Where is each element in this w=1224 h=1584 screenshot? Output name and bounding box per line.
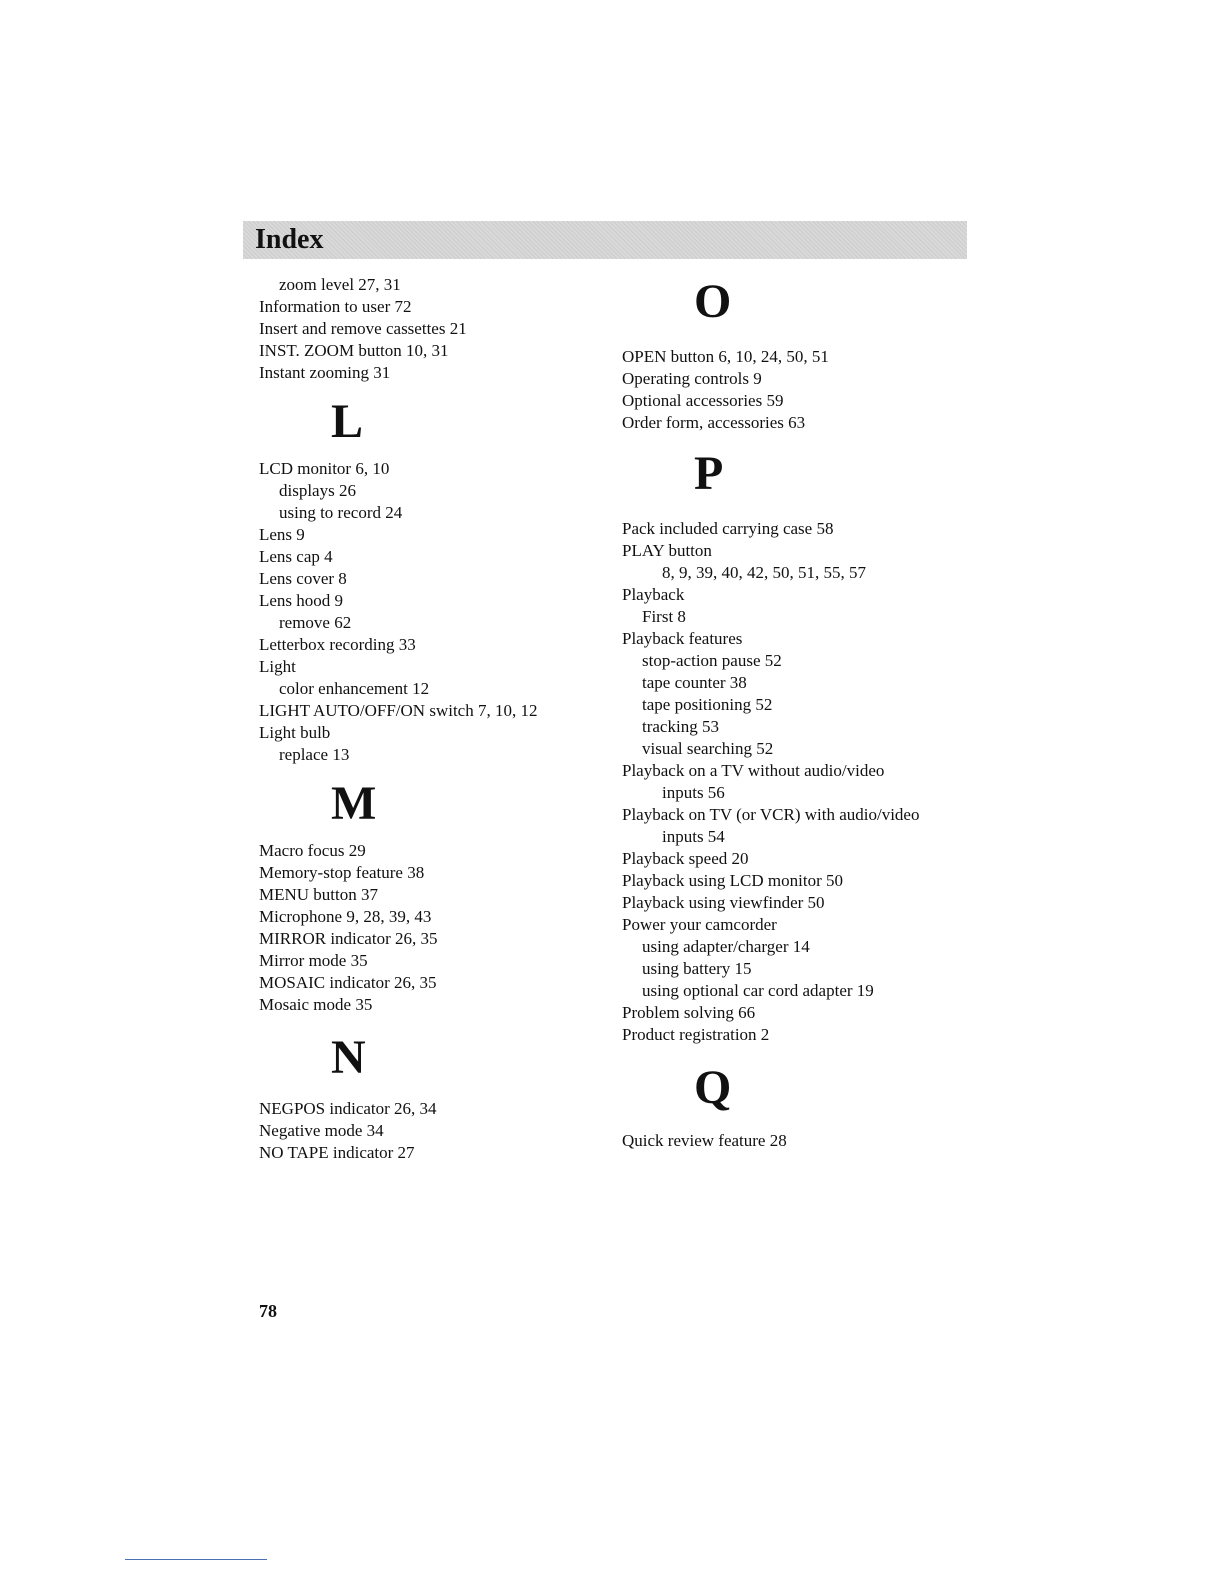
index-entry: tape positioning 52 [642,695,773,714]
index-entry: LCD monitor 6, 10 [259,459,390,478]
entry-group-continued [259,274,599,384]
index-column-left [259,274,599,1164]
index-entry: Light bulb [259,723,331,742]
index-entry: replace 13 [279,745,350,764]
index-entry: NO TAPE indicator 27 [259,1143,415,1162]
index-entry: Playback features [622,629,743,648]
index-entry: Letterbox recording 33 [259,635,416,654]
entry-group-p [622,518,962,1046]
index-entry: tracking 53 [642,717,719,736]
entry-group-o [622,346,962,434]
index-entry: MOSAIC indicator 26, 35 [259,973,437,992]
section-letter-n: N [331,1031,366,1084]
index-entry: MENU button 37 [259,885,378,904]
index-entry: Light [259,657,296,676]
index-entry: INST. ZOOM button 10, 31 [259,341,449,360]
index-entry: Insert and remove cassettes 21 [259,319,467,338]
index-entry: Optional accessories 59 [622,391,784,410]
entry-group-l [259,458,599,766]
index-entry: Macro focus 29 [259,841,366,860]
index-entry: Quick review feature 28 [622,1131,787,1150]
index-entry: color enhancement 12 [279,679,430,698]
page-title: Index [255,224,324,255]
index-entry: Playback on TV (or VCR) with audio/video [622,805,920,824]
index-entry: Information to user 72 [259,297,412,316]
index-entry: Instant zooming 31 [259,363,391,382]
index-entry: using adapter/charger 14 [642,937,810,956]
index-entry: stop-action pause 52 [642,651,782,670]
index-entry: Lens 9 [259,525,305,544]
index-entry: OPEN button 6, 10, 24, 50, 51 [622,347,829,366]
index-entry: Playback using viewfinder 50 [622,893,825,912]
index-entry: inputs 54 [662,827,725,846]
index-entry: zoom level 27, 31 [279,275,401,294]
index-entry: Mosaic mode 35 [259,995,373,1014]
index-entry: Order form, accessories 63 [622,413,806,432]
index-entry: Lens hood 9 [259,591,344,610]
page-number: 78 [259,1301,277,1321]
index-entry: using to record 24 [279,503,403,522]
index-entry: Microphone 9, 28, 39, 43 [259,907,432,926]
index-entry: MIRROR indicator 26, 35 [259,929,438,948]
section-letter-p: P [694,447,724,500]
index-entry: Mirror mode 35 [259,951,368,970]
index-entry: visual searching 52 [642,739,774,758]
index-entry: Lens cap 4 [259,547,333,566]
index-entry: using battery 15 [642,959,752,978]
index-entry: NEGPOS indicator 26, 34 [259,1099,437,1118]
index-entry: Power your camcorder [622,915,777,934]
entry-group-m [259,840,599,1016]
index-entry: Problem solving 66 [622,1003,756,1022]
index-entry: displays 26 [279,481,356,500]
index-entry: PLAY button [622,541,712,560]
index-entry: remove 62 [279,613,352,632]
entry-group-q [622,1130,962,1152]
section-letter-q: Q [694,1061,732,1114]
index-entry: inputs 56 [662,783,725,802]
index-header-bar [243,221,967,259]
index-entry: Lens cover 8 [259,569,347,588]
section-letter-m: M [331,777,377,830]
index-entry: Operating controls 9 [622,369,762,388]
footer-rule [125,1559,267,1560]
index-entry: Product registration 2 [622,1025,770,1044]
index-entry: tape counter 38 [642,673,747,692]
index-entry: First 8 [642,607,686,626]
index-entry: LIGHT AUTO/OFF/ON switch 7, 10, 12 [259,701,538,720]
index-entry: Memory-stop feature 38 [259,863,425,882]
entry-group-n [259,1098,599,1164]
index-entry: using optional car cord adapter 19 [642,981,874,1000]
index-entry: 8, 9, 39, 40, 42, 50, 51, 55, 57 [662,563,866,582]
section-letter-o: O [694,275,732,328]
index-entry: Playback [622,585,685,604]
section-letter-l: L [331,395,364,448]
index-column-right [622,274,962,1152]
index-entry: Playback on a TV without audio/video [622,761,885,780]
index-entry: Playback using LCD monitor 50 [622,871,843,890]
index-entry: Pack included carrying case 58 [622,519,834,538]
index-entry: Negative mode 34 [259,1121,384,1140]
index-entry: Playback speed 20 [622,849,749,868]
